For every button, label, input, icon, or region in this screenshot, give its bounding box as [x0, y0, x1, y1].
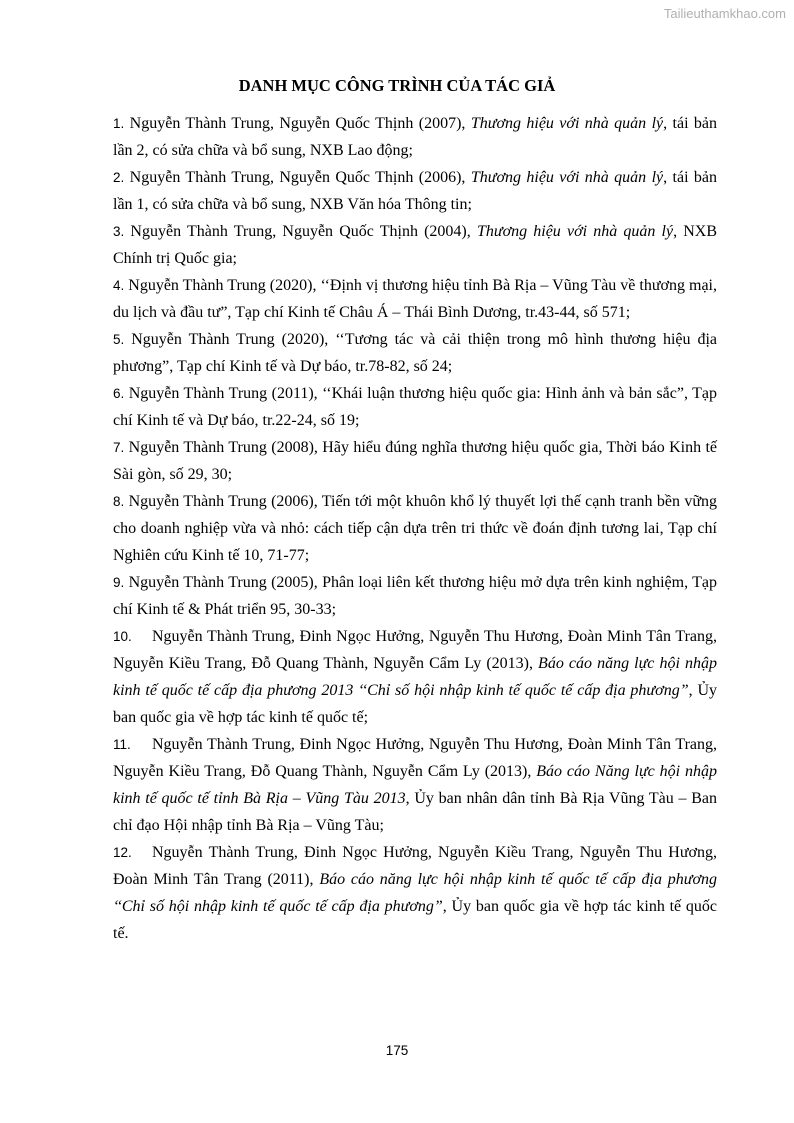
list-item [113, 488, 717, 569]
list-item [113, 623, 717, 731]
item-title: Thương hiệu với nhà quản lý [470, 169, 664, 186]
item-title: Báo cáo Năng lực hội nhập kinh tế quốc tế tỉnh Bà Rịa – Vũng Tàu 2013 [113, 763, 718, 807]
item-text: Nguyễn Thành Trung, Nguyễn Quốc Thịnh (2006), [124, 169, 471, 186]
item-title: Báo cáo năng lực hội nhập kinh tế quốc tế cấp địa phương ‘‘Chỉ số hội nhập kinh tế quốc tế cấp địa phương” [113, 871, 718, 915]
page-title: DANH MỤC CÔNG TRÌNH CỦA TÁC GIẢ [238, 76, 556, 95]
item-text: , Ủy ban quốc gia về hợp tác kinh tế quốc tế; [113, 682, 717, 726]
item-text: Nguyễn Thành Trung (2020), ‘‘Tương tác và cải thiện trong mô hình thương hiệu địa phương”, Tạp chí Kinh tế và Dự báo, tr.78-82, số 24; [113, 331, 717, 375]
item-number: 1. [113, 116, 125, 131]
item-text: Nguyễn Thành Trung, Đinh Ngọc Hưởng, Nguyễn Thu Hương, Đoàn Minh Tân Trang, Nguyễn Kiều Trang, Đỗ Quang Thành, Nguyễn Cẩm Ly (2013), [113, 736, 717, 780]
item-number: 3. [113, 224, 125, 239]
list-item [113, 731, 717, 839]
item-text: , NXB Chính trị Quốc gia; [113, 223, 718, 267]
item-title: Thương hiệu với nhà quản lý [476, 223, 674, 240]
list-item [113, 110, 717, 164]
item-number: 12. [113, 845, 132, 860]
item-number: 5. [113, 332, 125, 347]
list-item [113, 218, 717, 272]
item-text: , tái bản lần 2, có sửa chữa và bổ sung, NXB Lao động; [113, 115, 718, 159]
item-text: Nguyễn Thành Trung (2020), ‘‘Định vị thương hiệu tỉnh Bà Rịa – Vũng Tàu về thương mại, du lịch và đầu tư”, Tạp chí Kinh tế Châu Á – Thái Bình Dương, tr.43-44, số 571; [113, 277, 717, 321]
item-text: Nguyễn Thành Trung, Nguyễn Quốc Thịnh (2004), [124, 223, 477, 240]
item-title: Thương hiệu với nhà quản lý [470, 115, 664, 132]
reference-list [113, 110, 717, 947]
item-number: 2. [113, 170, 125, 185]
item-text: Nguyễn Thành Trung, Đinh Ngọc Hưởng, Nguyễn Kiều Trang, Nguyễn Thu Hương, Đoàn Minh Tân Trang (2011), [113, 844, 717, 888]
item-text: Nguyễn Thành Trung (2008), Hãy hiểu đúng nghĩa thương hiệu quốc gia, Thời báo Kinh tế Sài gòn, số 29, 30; [113, 439, 717, 483]
item-text: , Ủy ban nhân dân tỉnh Bà Rịa Vũng Tàu – Ban chỉ đạo Hội nhập tỉnh Bà Rịa – Vũng Tàu; [113, 790, 718, 834]
item-number: 4. [113, 278, 125, 293]
list-item [113, 380, 717, 434]
item-text: Nguyễn Thành Trung (2011), ‘‘Khái luận thương hiệu quốc gia: Hình ảnh và bản sắc”, Tạp chí Kinh tế và Dự báo, tr.22-24, số 19; [113, 385, 717, 429]
watermark: Tailieuthamkhao.com [663, 6, 786, 21]
item-text: Nguyễn Thành Trung (2006), Tiến tới một khuôn khổ lý thuyết lợi thế cạnh tranh bền vững cho doanh nghiệp vừa và nhỏ: cách tiếp cận dựa trên tri thức về đoán định tương lai, Tạp chí Nghiên cứu Kinh tế 10, 71-77; [113, 493, 717, 564]
item-number: 9. [113, 575, 125, 590]
list-item [113, 164, 717, 218]
item-number: 7. [113, 440, 125, 455]
list-item [113, 569, 717, 623]
item-number: 6. [113, 386, 125, 401]
item-number: 11. [113, 737, 131, 752]
item-text: , tái bản lần 1, có sửa chữa và bổ sung, NXB Văn hóa Thông tin; [113, 169, 718, 213]
item-text: Nguyễn Thành Trung, Đinh Ngọc Hưởng, Nguyễn Thu Hương, Đoàn Minh Tân Trang, Nguyễn Kiều Trang, Đỗ Quang Thành, Nguyễn Cẩm Ly (2013), [113, 628, 717, 672]
item-number: 8. [113, 494, 125, 509]
list-item [113, 434, 717, 488]
list-item [113, 326, 717, 380]
item-text: Nguyễn Thành Trung (2005), Phân loại liên kết thương hiệu mở dựa trên kinh nghiệm, Tạp chí Kinh tế & Phát triển 95, 30-33; [113, 574, 717, 618]
page-number: 175 [385, 1043, 409, 1058]
item-title: Báo cáo năng lực hội nhập kinh tế quốc tế cấp địa phương 2013 ‘‘Chỉ số hội nhập kinh tế quốc tế cấp địa phương” [113, 655, 718, 699]
item-text: Nguyễn Thành Trung, Nguyễn Quốc Thịnh (2007), [124, 115, 471, 132]
item-number: 10. [113, 629, 132, 644]
list-item [113, 839, 717, 947]
list-item [113, 272, 717, 326]
item-text: , Ủy ban quốc gia về hợp tác kinh tế quốc tế. [113, 898, 718, 942]
